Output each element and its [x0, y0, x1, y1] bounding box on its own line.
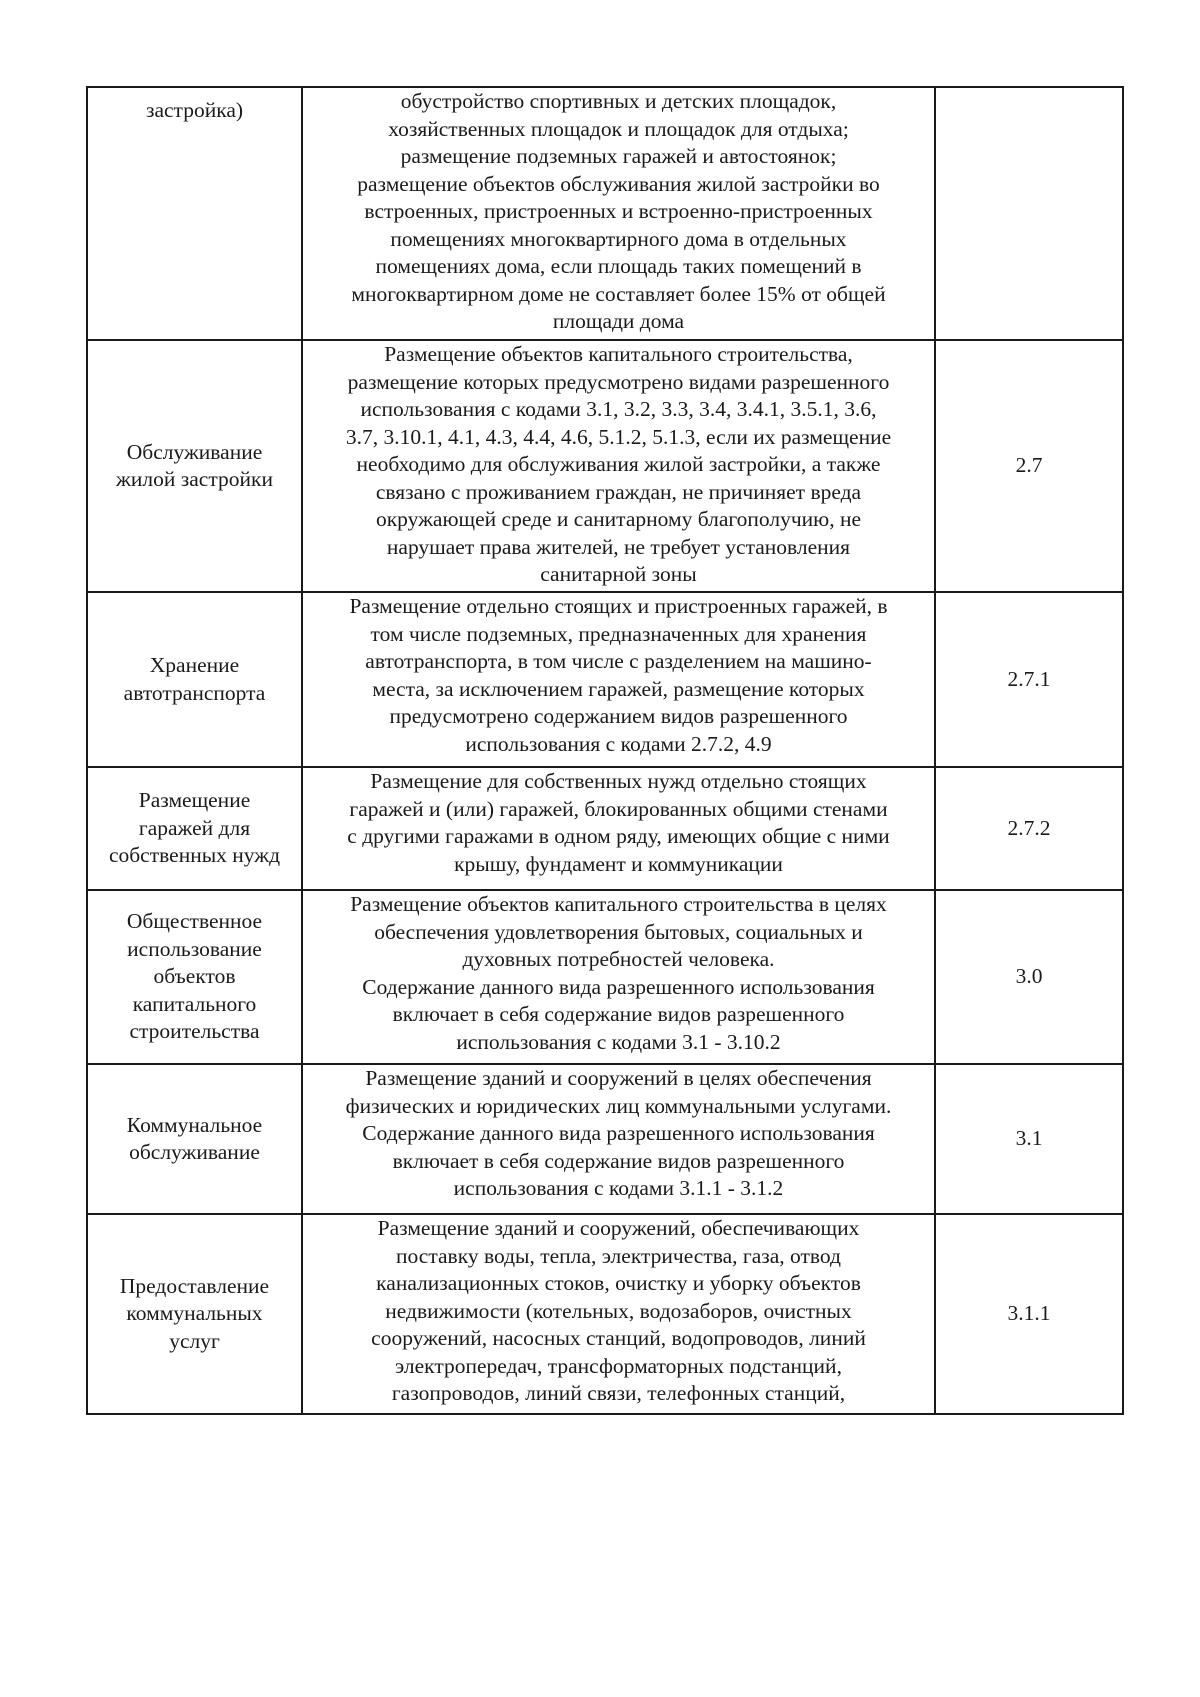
land-use-description-cell [302, 1214, 935, 1414]
land-use-description-line: том числе подземных, предназначенных для хранения [370, 621, 867, 646]
land-use-name-line: услуг [169, 1328, 220, 1353]
land-use-description-cell [302, 592, 935, 767]
land-use-code: 2.7.2 [1007, 815, 1051, 840]
land-use-description-line: Содержание данного вида разрешенного использования [362, 1121, 875, 1145]
land-use-name-line: Предоставление [119, 1273, 270, 1298]
land-use-description-line: Размещение отдельно стоящих и пристроенных гаражей, в [349, 594, 888, 618]
land-use-description-line: Размещение объектов капитального строительства в целях [350, 892, 887, 916]
land-use-name-line: Размещение [138, 788, 251, 813]
land-use-code: 3.1.1 [1007, 1301, 1051, 1326]
land-use-description-line: автотранспорта, в том числе с разделением на машино- [365, 649, 872, 673]
land-use-code: 3.0 [1015, 964, 1043, 989]
land-use-name-cell [87, 1064, 302, 1214]
land-use-name-line: строительства [129, 1019, 260, 1044]
land-use-description-line: использования с кодами 3.1 - 3.10.2 [456, 1029, 781, 1054]
land-use-description-line: использования с кодами 2.7.2, 4.9 [465, 731, 772, 756]
land-use-description-line: газопроводов, линий связи, телефонных станций, [391, 1381, 846, 1405]
land-use-name-line: коммунальных [126, 1301, 263, 1326]
land-use-name-line: Коммунальное [126, 1112, 263, 1137]
land-use-name-cell [87, 767, 302, 890]
table-body [87, 87, 1123, 1414]
land-use-name-line: застройка) [145, 98, 244, 122]
land-use-description-line: недвижимости (котельных, водозаборов, очистных [385, 1298, 852, 1323]
land-use-name-line: Общественное [126, 909, 263, 934]
land-use-description-line: канализационных стоков, очистку и уборку объектов [376, 1271, 861, 1295]
land-use-description-cell [302, 767, 935, 890]
land-use-name-line: обслуживание [129, 1140, 260, 1164]
table-row [87, 1214, 1123, 1414]
land-use-description-line: размещение которых предусмотрено видами разрешенного [347, 369, 890, 394]
land-use-description-line: использования с кодами 3.1, 3.2, 3.3, 3.4, 3.4.1, 3.5.1, 3.6, [360, 397, 877, 421]
land-use-description-line: физических и юридических лиц коммунальными услугами. [345, 1093, 892, 1118]
land-use-description-cell [302, 340, 935, 592]
land-use-name-line: Обслуживание [126, 439, 263, 464]
land-use-description-line: Размещение для собственных нужд отдельно стоящих [370, 769, 867, 793]
land-use-name-line: гаражей для [138, 815, 251, 840]
land-use-description-line: Размещение объектов капитального строительства, [384, 342, 853, 366]
land-use-description-line: встроенных, пристроенных и встроенно-пристроенных [364, 199, 873, 223]
land-use-description-line: 3.7, 3.10.1, 4.1, 4.3, 4.4, 4.6, 5.1.2, 5.1.3, если их размещение [345, 424, 892, 449]
land-use-name-cell [87, 890, 302, 1064]
land-use-description-cell [302, 87, 935, 340]
land-use-code-cell [935, 1214, 1123, 1414]
land-use-description-cell [302, 1064, 935, 1214]
land-use-code-cell [935, 767, 1123, 890]
table-row [87, 890, 1123, 1064]
land-use-code-cell [935, 1064, 1123, 1214]
land-use-description-line: Размещение зданий и сооружений в целях обеспечения [365, 1066, 872, 1090]
land-use-description-line: хозяйственных площадок и площадок для отдыха; [388, 116, 849, 141]
land-use-description-line: окружающей среде и санитарному благополучию, не [375, 507, 862, 531]
land-use-description-line: электропередач, трансформаторных подстанций, [395, 1353, 842, 1378]
land-use-description-line: крышу, фундамент и коммуникации [454, 851, 783, 876]
land-use-description-line: Содержание данного вида разрешенного использования [362, 974, 875, 999]
land-use-description-line: с другими гаражами в одном ряду, имеющих общие с ними [347, 824, 890, 848]
table-row [87, 592, 1123, 767]
table-row [87, 87, 1123, 340]
land-use-description-line: обеспечения удовлетворения бытовых, социальных и [374, 919, 863, 944]
land-use-description-line: санитарной зоны [540, 562, 697, 586]
land-use-description-line: использования с кодами 3.1.1 - 3.1.2 [453, 1176, 784, 1200]
land-use-description-line: включает в себя содержание видов разрешенного [392, 1002, 845, 1026]
land-use-description-line: связано с проживанием граждан, не причиняет вреда [375, 479, 862, 504]
land-use-description-line: предусмотрено содержанием видов разрешенного [389, 704, 848, 728]
land-use-name-cell [87, 340, 302, 592]
land-use-description-line: Размещение зданий и сооружений, обеспечивающих [377, 1216, 860, 1240]
land-use-name-line: объектов [153, 964, 236, 989]
land-use-name-cell [87, 87, 302, 340]
land-use-name-line: использование [127, 936, 262, 961]
land-use-description-line: многоквартирном доме не составляет более 15% от общей [351, 281, 886, 306]
land-use-description-line: необходимо для обслуживания жилой застройки, а также [356, 452, 881, 476]
land-use-description-cell [302, 890, 935, 1064]
land-use-name-cell [87, 1214, 302, 1414]
table-row [87, 1064, 1123, 1214]
land-use-code-cell [935, 592, 1123, 767]
land-use-name-line: жилой застройки [116, 467, 273, 491]
land-use-code: 2.7 [1015, 453, 1043, 478]
land-use-code: 3.1 [1015, 1126, 1043, 1151]
land-use-description-line: гаражей и (или) гаражей, блокированных общими стенами [349, 796, 888, 821]
land-use-description-line: размещение объектов обслуживания жилой застройки во [357, 171, 880, 196]
land-use-name-line: капитального [132, 991, 257, 1016]
table-row [87, 340, 1123, 592]
land-use-code-cell [935, 890, 1123, 1064]
land-use-description-line: площади дома [552, 309, 685, 333]
land-use-description-line: помещениях многоквартирного дома в отдельных [390, 226, 847, 251]
land-use-description-line: нарушает права жителей, не требует установления [386, 534, 851, 559]
land-use-description-line: помещениях дома, если площадь таких помещений в [375, 254, 862, 278]
land-use-description-line: духовных потребностей человека. [462, 947, 775, 971]
land-use-code: 2.7.1 [1007, 666, 1051, 691]
table-row [87, 767, 1123, 890]
land-use-description-line: обустройство спортивных и детских площадок, [400, 89, 837, 113]
land-use-name-line: собственных нужд [108, 843, 281, 868]
land-use-description-line: размещение подземных гаражей и автостоянок; [400, 144, 837, 168]
land-use-table [86, 86, 1124, 1415]
land-use-code-cell [935, 340, 1123, 592]
land-use-name-line: Хранение [149, 653, 240, 677]
land-use-description-line: сооружений, насосных станций, водопроводов, линий [371, 1326, 866, 1350]
land-use-description-line: места, за исключением гаражей, размещение которых [372, 676, 865, 701]
land-use-description-line: поставку воды, тепла, электричества, газа, отвод [396, 1243, 841, 1268]
land-use-description-line: включает в себя содержание видов разрешенного [392, 1148, 845, 1173]
land-use-name-cell [87, 592, 302, 767]
land-use-code-cell [935, 87, 1123, 340]
land-use-name-line: автотранспорта [123, 680, 266, 705]
